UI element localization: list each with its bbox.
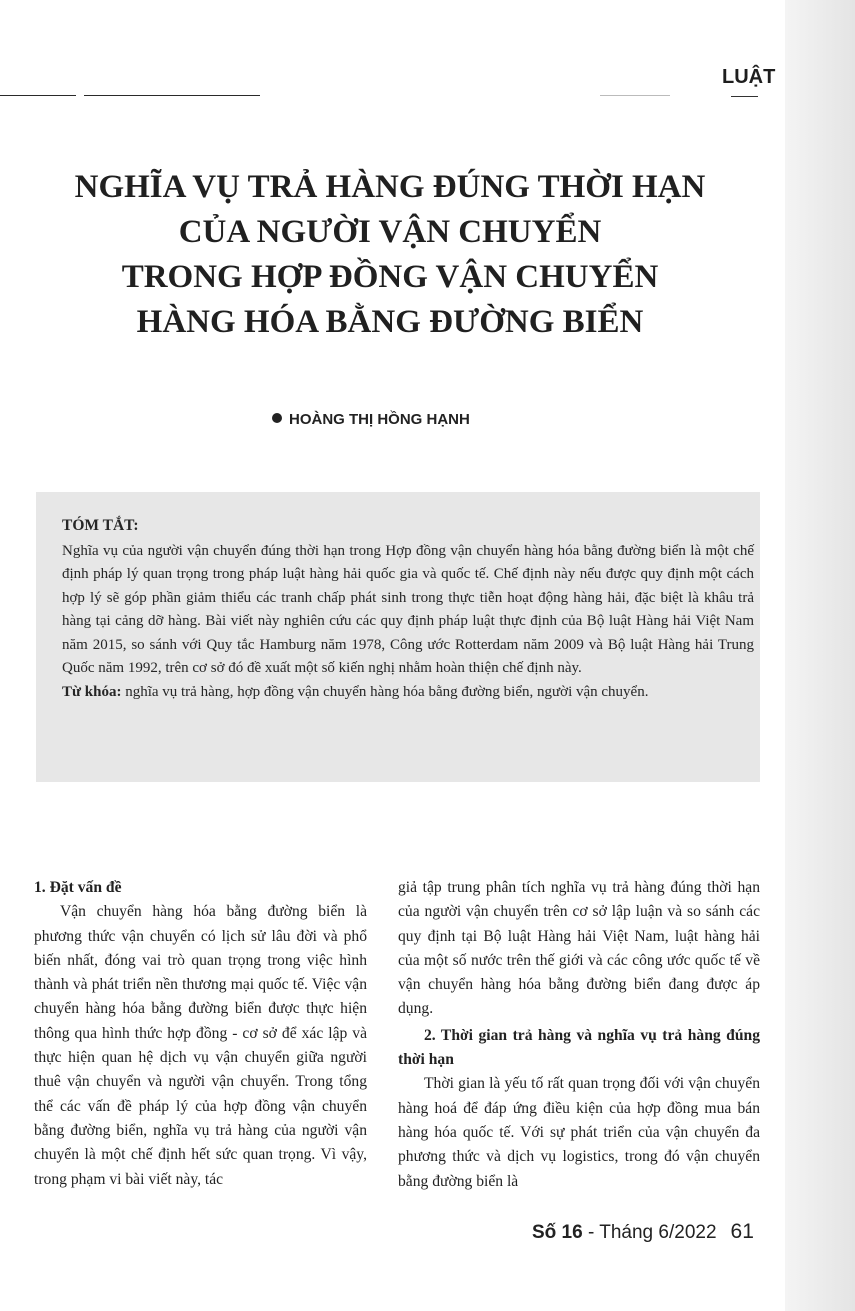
abstract-box — [36, 492, 760, 782]
header-rule-right — [84, 95, 260, 96]
footer-separator: - — [582, 1222, 600, 1243]
issue-month: Tháng 6/2022 — [599, 1222, 717, 1243]
title-line: NGHĨA VỤ TRẢ HÀNG ĐÚNG THỜI HẠN — [74, 169, 706, 205]
header-rule-faint — [600, 95, 670, 96]
header-rule-left — [0, 95, 76, 96]
bullet-icon — [272, 413, 282, 423]
author-name: HOÀNG THỊ HỒNG HẠNH — [289, 411, 470, 428]
section-label: LUẬT — [722, 66, 776, 88]
article-title — [40, 165, 740, 345]
section-1-heading: 1. Đặt vấn đề — [34, 879, 122, 896]
page-footer — [532, 1220, 754, 1244]
section-1-paragraph: Vận chuyển hàng hóa bằng đường biển là phương thức vận chuyển có lịch sử lâu đời và phổ biến nhất, đóng vai trò quan trọng trong việc hình thành và phát triển nền thương mại quốc tế. Việc vận chuyển hàng hóa bằng đường biển được thực hiện thông qua hình thức hợp đồng - cơ sở để xác lập và thực hiện quan hệ dịch vụ vận chuyển giữa người thuê vận chuyển và người vận chuyển. Trong tổng thể các vấn đề pháp lý của hợp đồng vận chuyển bằng đường biển, nghĩa vụ trả hàng của người vận chuyển là một chế định hết sức quan trọng. Vì vậy, trong phạm vi bài viết này, tác — [34, 903, 367, 1188]
page-edge-shade — [785, 0, 855, 1311]
body-column-left — [34, 876, 367, 1192]
title-line: HÀNG HÓA BẰNG ĐƯỜNG BIỂN — [136, 304, 644, 340]
abstract-heading: TÓM TẮT: — [62, 517, 139, 534]
body-column-right — [398, 876, 760, 1194]
section-2-paragraph: Thời gian là yếu tố rất quan trọng đối với vận chuyển hàng hoá để đáp ứng điều kiện của hợp đồng mua bán hàng hóa quốc tế. Với sự phát triển của vận chuyển đa phương thức và dịch vụ logistics, trong đó vận chuyển bằng đường biển là — [398, 1075, 760, 1190]
section-underline — [731, 96, 758, 97]
title-line: CỦA NGƯỜI VẬN CHUYỂN — [178, 214, 602, 250]
title-line: TRONG HỢP ĐỒNG VẬN CHUYỂN — [121, 259, 659, 295]
issue-number: Số 16 — [532, 1222, 583, 1243]
keywords-label: Từ khóa: — [62, 683, 122, 700]
abstract-keywords — [62, 681, 754, 705]
keywords-text: nghĩa vụ trả hàng, hợp đồng vận chuyển hàng hóa bằng đường biển, người vận chuyển. — [125, 683, 649, 700]
section-1-continuation: giả tập trung phân tích nghĩa vụ trả hàng đúng thời hạn của người vận chuyển trên cơ sở lập luận và so sánh các quy định tại Bộ luật Hàng hải Việt Nam, luật hàng hải của một số nước trên thế giới và các công ước quốc tế về vận chuyển hàng hóa bằng đường biển đang được áp dụng. — [398, 879, 760, 1018]
section-2-heading: 2. Thời gian trả hàng và nghĩa vụ trả hàng đúng thời hạn — [398, 1026, 760, 1069]
author-byline — [272, 411, 470, 428]
abstract-text: Nghĩa vụ của người vận chuyển đúng thời hạn trong Hợp đồng vận chuyển hàng hóa bằng đường biển là một chế định pháp lý quan trọng trong pháp luật hàng hải quốc gia và quốc tế. Chế định này nếu được quy định một cách hợp lý sẽ góp phần giảm thiểu các tranh chấp phát sinh trong thực tiễn hoạt động hàng hải, đặc biệt là khâu trả hàng tại cảng dỡ hàng. Bài viết này nghiên cứu các quy định pháp luật thực định của Bộ luật Hàng hải Việt Nam năm 2015, so sánh với Quy tắc Hamburg năm 1978, Công ước Rotterdam năm 2009 và Bộ luật Hàng hải Trung Quốc năm 1992, trên cơ sở đó đề xuất một số kiến nghị nhằm hoàn thiện chế định này. — [62, 542, 754, 676]
page-number: 61 — [730, 1220, 754, 1243]
